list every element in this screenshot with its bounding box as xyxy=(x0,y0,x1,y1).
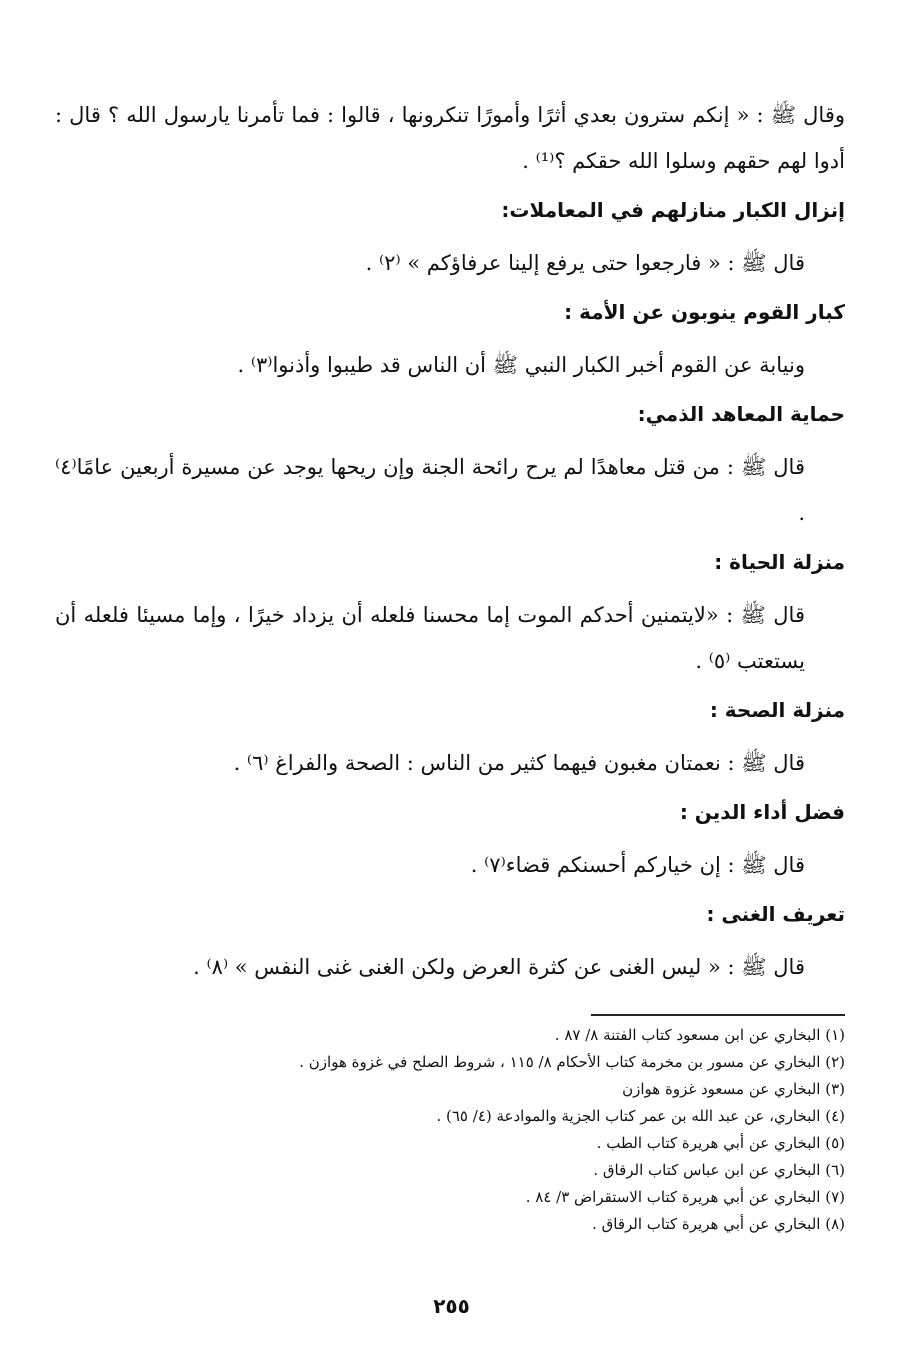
footnote-divider xyxy=(591,1014,845,1016)
section-heading-3: حماية المعاهد الذمي: xyxy=(637,402,845,426)
paragraph-hadith-4: قال ﷺ : من قتل معاهدًا لم يرح رائحة الجنة وإن ريحها يوجد عن مسيرة أربعين عامًا⁽٤⁾ . xyxy=(55,455,805,525)
section-heading-7: تعريف الغنى : xyxy=(706,902,845,926)
paragraph-hadith-3: ونيابة عن القوم أخبر الكبار النبي ﷺ أن الناس قد طيبوا وأذنوا⁽٣⁾ . xyxy=(237,353,805,377)
footnote-3: (٣) البخاري عن مسعود غزوة هوازن xyxy=(622,1080,845,1098)
section-heading-5: منزلة الصحة : xyxy=(709,698,845,722)
section-heading-1: إنزال الكبار منازلهم في المعاملات: xyxy=(501,198,845,222)
section-heading-2: كبار القوم ينوبون عن الأمة : xyxy=(564,300,845,324)
section-heading-6: فضل أداء الدين : xyxy=(679,800,845,824)
page-body xyxy=(55,92,845,1000)
footnotes-list xyxy=(55,1022,845,1238)
section-heading-4: منزلة الحياة : xyxy=(714,550,845,574)
page-number: ٢٥٥ xyxy=(433,1294,470,1318)
footnote-6: (٦) البخاري عن ابن عباس كتاب الرقاق . xyxy=(593,1161,845,1179)
footnote-1: (١) البخاري عن ابن مسعود كتاب الفتنة ٨/ ٨٧ . xyxy=(554,1026,845,1044)
footnote-2: (٢) البخاري عن مسور بن مخرمة كتاب الأحكام ٨/ ١١٥ ، شروط الصلح في غزوة هوازن . xyxy=(299,1053,845,1071)
paragraph-hadith-2: قال ﷺ : « فارجعوا حتى يرفع إلينا عرفاؤكم » ⁽٢⁾ . xyxy=(365,251,805,275)
footnote-4: (٤) البخاري، عن عبد الله بن عمر كتاب الجزية والموادعة (٤/ ٦٥) . xyxy=(436,1107,845,1125)
footnote-7: (٧) البخاري عن أبي هريرة كتاب الاستقراض ٣/ ٨٤ . xyxy=(525,1188,845,1206)
paragraph-hadith-6: قال ﷺ : نعمتان مغبون فيهما كثير من الناس : الصحة والفراغ ⁽٦⁾ . xyxy=(233,751,805,775)
paragraph-hadith-7: قال ﷺ : إن خياركم أحسنكم قضاء⁽٧⁾ . xyxy=(470,853,805,877)
paragraph-hadith-5: قال ﷺ : «لايتمنين أحدكم الموت إما محسنا فلعله أن يزداد خيرًا ، وإما مسيئا فلعله أن يستعتب ⁽٥⁾ . xyxy=(55,603,805,673)
footnote-8: (٨) البخاري عن أبي هريرة كتاب الرقاق . xyxy=(592,1215,845,1233)
paragraph-hadith-8: قال ﷺ : « ليس الغنى عن كثرة العرض ولكن الغنى غنى النفس » ⁽٨⁾ . xyxy=(193,955,805,979)
paragraph-hadith-1: وقال ﷺ : « إنكم سترون بعدي أثرًا وأمورًا تنكرونها ، قالوا : فما تأمرنا يارسول الله ؟ قال : أدوا لهم حقهم وسلوا الله حقكم ؟⁽¹⁾ . xyxy=(55,103,845,173)
footnote-5: (٥) البخاري عن أبي هريرة كتاب الطب . xyxy=(596,1134,845,1152)
